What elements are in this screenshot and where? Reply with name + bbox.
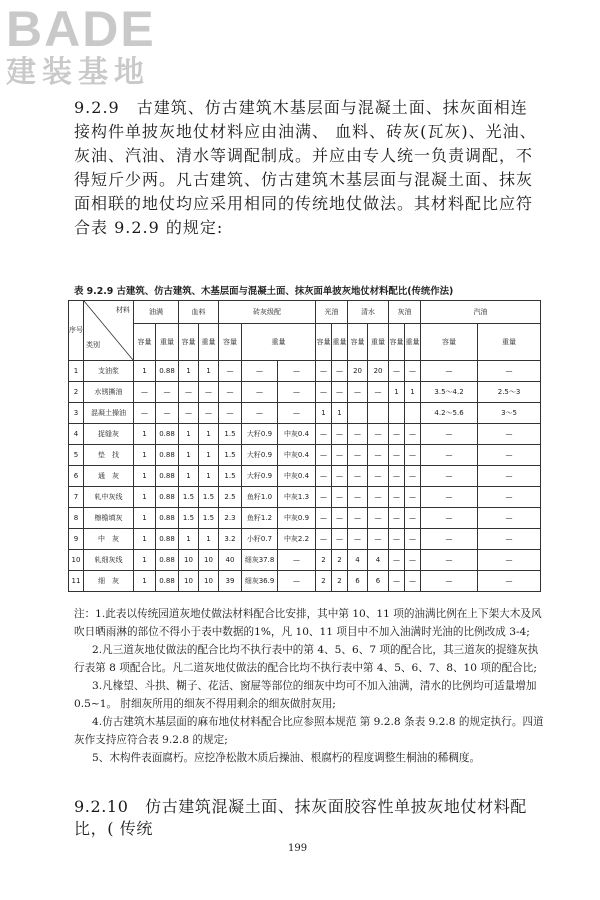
table-cell: 1 [179, 424, 199, 445]
table-cell: — [278, 571, 316, 592]
site-logo [6, 1, 176, 96]
table-cell: — [332, 508, 348, 529]
table-cell: 1 [134, 361, 156, 382]
table-cell: — [242, 382, 278, 403]
table-cell: 0.88 [156, 424, 179, 445]
table-cell: 轧中灰线 [84, 487, 134, 508]
note-2: 2.凡三道灰地仗做法的配合比均不执行表中的第 4、5、6、7 项的配合比，其三道灰的捉缝灰执行表第 8 项配合比。凡二道灰地仗做法的配合比均不执行表中第 4、5、6、7、8、10 项的配合比; [74, 644, 539, 674]
table-cell: — [389, 361, 405, 382]
unit-vol: 容量 [348, 324, 368, 361]
table-row [69, 424, 541, 445]
table-cell [389, 403, 405, 424]
table-cell: 2 [332, 571, 348, 592]
table-cell: — [405, 571, 421, 592]
table-cell: — [332, 382, 348, 403]
table-cell: 垫 找 [84, 445, 134, 466]
unit-vol: 容量 [219, 324, 242, 361]
table-cell: 0.88 [156, 466, 179, 487]
table-cell: — [348, 382, 368, 403]
table-cell: 1 [134, 424, 156, 445]
table-cell: — [389, 508, 405, 529]
table-cell: — [316, 508, 332, 529]
table-cell: — [478, 361, 541, 382]
table-cell: 20 [348, 361, 368, 382]
table-cell: — [199, 382, 219, 403]
unit-wt: 重量 [368, 324, 389, 361]
table-cell: 1 [199, 445, 219, 466]
table-cell: 1 [199, 361, 219, 382]
unit-vol: 容量 [389, 324, 405, 361]
table-cell: — [368, 529, 389, 550]
header-category: 类别 [86, 341, 100, 349]
table-row [69, 466, 541, 487]
table-cell: — [242, 361, 278, 382]
table-cell: — [389, 529, 405, 550]
table-cell: — [389, 424, 405, 445]
table-cell: 8 [69, 508, 84, 529]
header-material: 材料 [116, 306, 130, 314]
table-cell: — [368, 424, 389, 445]
table-cell: — [421, 487, 478, 508]
unit-wt: 重量 [156, 324, 179, 361]
table-cell: — [316, 382, 332, 403]
table-cell: 2 [316, 550, 332, 571]
table-cell: — [348, 445, 368, 466]
header-row-units [69, 324, 541, 361]
table-cell: 中 灰 [84, 529, 134, 550]
header-no: 序号 [69, 301, 84, 361]
table-cell: — [368, 487, 389, 508]
table-cell: — [405, 466, 421, 487]
table-cell: — [405, 445, 421, 466]
table-cell: — [134, 382, 156, 403]
table-row [69, 487, 541, 508]
table-cell: — [478, 445, 541, 466]
table-cell: 中灰1.3 [278, 487, 316, 508]
logo-text-cn: 建装基地 [6, 55, 150, 90]
note-5: 5、木构件表面腐朽。应挖净松散木质后操油、根腐朽的程度调整生桐油的稀稠度。 [92, 752, 481, 764]
table-cell: 小籽0.7 [242, 529, 278, 550]
group-guangyou: 光油 [316, 301, 348, 324]
table-cell: — [316, 445, 332, 466]
table-cell: 10 [179, 571, 199, 592]
table-row [69, 445, 541, 466]
table-row [69, 529, 541, 550]
table-cell: 20 [368, 361, 389, 382]
table-cell: 1 [134, 571, 156, 592]
table-cell: — [405, 424, 421, 445]
table-cell: 1 [179, 445, 199, 466]
table-cell: 1 [199, 529, 219, 550]
table-cell: — [478, 424, 541, 445]
group-qingshui: 清水 [348, 301, 389, 324]
table-cell: — [219, 382, 242, 403]
table-cell: 大籽0.9 [242, 445, 278, 466]
table-cell: — [368, 466, 389, 487]
table-cell: — [405, 550, 421, 571]
table-cell: 1 [199, 466, 219, 487]
table-body [69, 361, 541, 592]
table-cell: — [348, 529, 368, 550]
table-cell: 1 [134, 529, 156, 550]
table-cell: 0.88 [156, 508, 179, 529]
table-cell: — [332, 529, 348, 550]
group-qiyou: 汽油 [421, 301, 541, 324]
table-cell: 2.5 [219, 487, 242, 508]
table-cell: — [332, 466, 348, 487]
table-cell: 3 [69, 403, 84, 424]
table-notes [74, 605, 544, 767]
table-cell: 1 [316, 403, 332, 424]
table-cell: 1 [134, 445, 156, 466]
table-cell: — [316, 424, 332, 445]
table-cell: 细 灰 [84, 571, 134, 592]
table-cell: 1 [134, 466, 156, 487]
table-cell: — [348, 466, 368, 487]
table-cell: — [478, 571, 541, 592]
table-cell: 40 [219, 550, 242, 571]
table-cell: — [389, 445, 405, 466]
table-cell: 7 [69, 487, 84, 508]
logo-text-en: BADE [6, 1, 156, 57]
table-cell: 0.88 [156, 529, 179, 550]
table-cell: — [278, 550, 316, 571]
table-cell: — [348, 487, 368, 508]
table-cell: — [389, 487, 405, 508]
unit-vol: 容量 [134, 324, 156, 361]
unit-vol: 容量 [179, 324, 199, 361]
table-cell: 1 [179, 361, 199, 382]
table-cell: 4 [368, 550, 389, 571]
table-cell: — [316, 466, 332, 487]
table-cell: 支油浆 [84, 361, 134, 382]
table-cell: — [389, 466, 405, 487]
table-cell: — [405, 508, 421, 529]
table-cell: 通 灰 [84, 466, 134, 487]
table-cell: 水锈撕油 [84, 382, 134, 403]
table-cell: — [368, 382, 389, 403]
table-cell: — [421, 529, 478, 550]
table-cell: 11 [69, 571, 84, 592]
note-4: 4.仿古建筑木基层面的麻布地仗材料配合比应参照本规范 第 9.2.8 条表 9.2.8 的规定执行。四道灰作支持应符合表 9.2.8 的规定; [74, 716, 544, 746]
table-cell: — [405, 361, 421, 382]
table-cell: 大籽0.9 [242, 466, 278, 487]
table-cell: — [421, 466, 478, 487]
table-cell: 2.3 [219, 508, 242, 529]
table-cell: 鱼籽1.2 [242, 508, 278, 529]
table-cell: 细灰36.9 [242, 571, 278, 592]
unit-wt: 重量 [405, 324, 421, 361]
table-cell: 4 [348, 550, 368, 571]
table-cell: 0.88 [156, 571, 179, 592]
table-cell: — [405, 529, 421, 550]
table-cell: 1 [134, 550, 156, 571]
table-cell: 39 [219, 571, 242, 592]
unit-wt: 重量 [332, 324, 348, 361]
table-row [69, 382, 541, 403]
table-cell: 4.2～5.6 [421, 403, 478, 424]
table-cell: 3.5～4.2 [421, 382, 478, 403]
unit-vol: 容量 [316, 324, 332, 361]
unit-wt: 重量 [242, 324, 316, 361]
table-row [69, 508, 541, 529]
table-cell: 1.5 [179, 487, 199, 508]
table-cell: 0.88 [156, 550, 179, 571]
page-number: 199 [288, 843, 308, 854]
group-youman: 油满 [134, 301, 179, 324]
table-cell: 鱼籽1.0 [242, 487, 278, 508]
header-row-groups [69, 301, 541, 324]
table-cell [405, 403, 421, 424]
table-cell: 1 [389, 382, 405, 403]
table-cell: 0.88 [156, 487, 179, 508]
table-cell: — [368, 445, 389, 466]
table-cell: 6 [368, 571, 389, 592]
table-cell: 1 [179, 466, 199, 487]
table-cell: — [368, 508, 389, 529]
table-cell: — [316, 361, 332, 382]
unit-vol: 容量 [421, 324, 478, 361]
table-cell: 0.88 [156, 361, 179, 382]
table-cell: 10 [199, 550, 219, 571]
table-cell: 2 [69, 382, 84, 403]
table-cell: 2.5～3 [478, 382, 541, 403]
table-cell: 檫檐填灰 [84, 508, 134, 529]
table-cell: — [332, 361, 348, 382]
table-cell: — [478, 529, 541, 550]
table-cell: — [179, 382, 199, 403]
table-row [69, 361, 541, 382]
table-cell: — [242, 403, 278, 424]
table-cell: 混凝土操油 [84, 403, 134, 424]
table-cell: — [421, 550, 478, 571]
table-cell: 1 [332, 403, 348, 424]
header-diagonal [84, 301, 134, 361]
table-cell: — [199, 403, 219, 424]
table-cell: — [389, 550, 405, 571]
table-cell: 中灰0.4 [278, 445, 316, 466]
table-cell: 9 [69, 529, 84, 550]
table-cell: — [156, 382, 179, 403]
table-cell: — [332, 424, 348, 445]
note-3: 3.凡椽望、斗拱、糊子、花活、窗屉等部位的细灰中均可不加入油满，清水的比例均可适量增加 0.5~1。 肘细灰所用的细灰不得用剩余的细灰做肘灰用; [74, 680, 537, 710]
table-cell: — [332, 487, 348, 508]
table-cell: — [219, 361, 242, 382]
table-cell: — [348, 424, 368, 445]
table-cell: 中灰0.4 [278, 424, 316, 445]
table-cell: 3～5 [478, 403, 541, 424]
table-row [69, 550, 541, 571]
table-cell: — [421, 571, 478, 592]
unit-wt: 重量 [478, 324, 541, 361]
table-cell: 10 [199, 571, 219, 592]
table-cell: 1.5 [199, 508, 219, 529]
table-cell: — [278, 361, 316, 382]
table-cell: — [316, 487, 332, 508]
table-cell: 4 [69, 424, 84, 445]
table-cell: — [478, 508, 541, 529]
table-cell: 中灰0.9 [278, 508, 316, 529]
table-cell: 6 [348, 571, 368, 592]
table-cell: 细灰37.8 [242, 550, 278, 571]
table-cell: 6 [69, 466, 84, 487]
table-cell: 3.2 [219, 529, 242, 550]
table-cell: — [134, 403, 156, 424]
section-paragraph: 9.2.9 古建筑、仿古建筑木基层面与混凝土面、抹灰面相连接构件单披灰地仗材料应由油满、 血料、砖灰(瓦灰)、光油、灰油、汽油、清水等调配制成。并应由专人统一负责调配，不得短斤少两。凡古建筑、仿古建筑木基层面与混凝土面、抹灰面相联的地仗均应采用相同的传统地仗做法。其材料配比应符合表 9.2.9 的规定: [74, 98, 537, 237]
material-table [68, 300, 541, 592]
table-cell: 1 [69, 361, 84, 382]
table-cell: — [179, 403, 199, 424]
table-cell: — [478, 487, 541, 508]
table-cell: 2 [316, 571, 332, 592]
table-cell: 5 [69, 445, 84, 466]
table-cell: 1 [199, 424, 219, 445]
table-cell: — [421, 508, 478, 529]
table-cell: 1 [405, 382, 421, 403]
table-cell: 1.5 [219, 424, 242, 445]
table-cell: 2 [332, 550, 348, 571]
table-cell: — [405, 487, 421, 508]
group-xueliao: 血料 [179, 301, 219, 324]
table-row [69, 571, 541, 592]
table-cell: 1 [179, 529, 199, 550]
table-row [69, 403, 541, 424]
table-cell [348, 403, 368, 424]
table-cell: — [421, 361, 478, 382]
table-cell: 1.5 [219, 445, 242, 466]
table-cell: 1 [134, 487, 156, 508]
table-cell: 10 [179, 550, 199, 571]
table-cell: 1 [134, 508, 156, 529]
next-section-heading: 9.2.10 仿古建筑混凝土面、抹灰面胶容性单披灰地仗材料配比，( 传统 [74, 797, 527, 838]
table-cell: 10 [69, 550, 84, 571]
table-cell [368, 403, 389, 424]
table-cell: 1.5 [199, 487, 219, 508]
table-cell: 捉缝灰 [84, 424, 134, 445]
table-cell: 轧细灰线 [84, 550, 134, 571]
table-cell: 中灰0.4 [278, 466, 316, 487]
table-cell: — [421, 424, 478, 445]
table-cell: — [278, 403, 316, 424]
note-1: 注：1.此表以传统园道灰地仗做法材料配合比安排，其中第 10、11 项的油满比例在上下架大木及风吹日晒雨淋的部位不得小于表中数据的1%，凡 10、11 项目中不加入油满时光油的比例改成 3-4; [74, 608, 542, 638]
table-caption: 表 9.2.9 古建筑、仿古建筑、木基层面与混凝土面、抹灰面单披灰地仗材料配比(传统作法) [74, 286, 454, 297]
table-cell: 中灰2.2 [278, 529, 316, 550]
table-cell: — [219, 403, 242, 424]
table-cell: — [421, 445, 478, 466]
table-cell: — [332, 445, 348, 466]
group-huiyou: 灰油 [389, 301, 421, 324]
table-cell: 大籽0.9 [242, 424, 278, 445]
table-cell: 0.88 [156, 445, 179, 466]
group-zhuanhui: 砖灰级配 [219, 301, 316, 324]
table-cell: — [478, 550, 541, 571]
table-cell: 1.5 [219, 466, 242, 487]
table-cell: — [316, 529, 332, 550]
table-cell: — [156, 403, 179, 424]
unit-wt: 重量 [199, 324, 219, 361]
table-cell: — [278, 382, 316, 403]
table-cell: — [348, 508, 368, 529]
table-cell: — [389, 571, 405, 592]
table-cell: 1.5 [179, 508, 199, 529]
table-cell: — [478, 466, 541, 487]
